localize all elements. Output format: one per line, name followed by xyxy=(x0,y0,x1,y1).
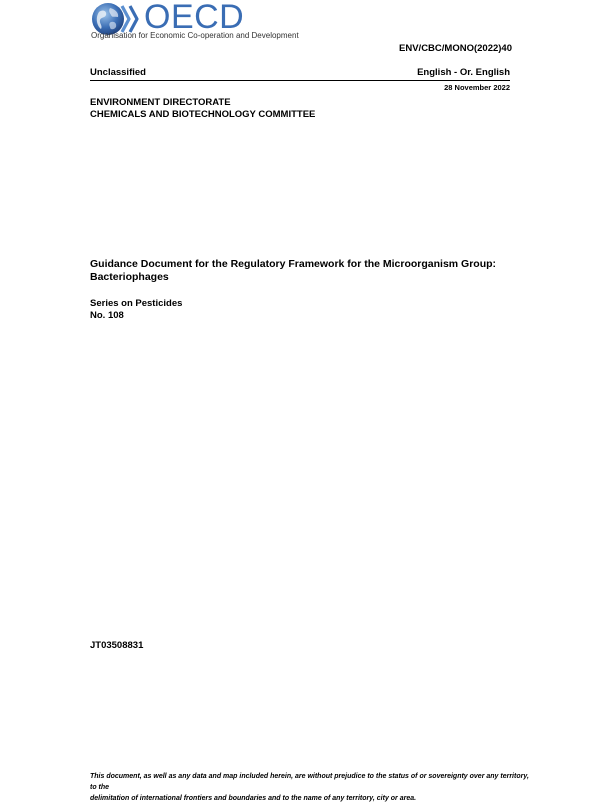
directorate-block xyxy=(90,97,315,121)
directorate-name: ENVIRONMENT DIRECTORATE xyxy=(90,97,231,108)
disclaimer xyxy=(90,771,530,804)
series-number: No. 108 xyxy=(90,310,124,321)
document-title-line2: Bacteriophages xyxy=(90,271,169,283)
document-reference: ENV/CBC/MONO(2022)40 xyxy=(399,43,512,54)
classification-label: Unclassified xyxy=(90,67,146,78)
disclaimer-line1: This document, as well as any data and map included herein, are without prejudice to the status of or sovereignty over any territory, to the xyxy=(90,773,529,791)
document-date: 28 November 2022 xyxy=(444,83,510,92)
logo-wordmark: OECD xyxy=(144,0,245,36)
document-title xyxy=(90,258,510,284)
oecd-logo xyxy=(88,0,308,44)
classification-row xyxy=(90,66,510,81)
jt-code: JT03508831 xyxy=(90,640,144,651)
document-title-line1: Guidance Document for the Regulatory Framework for the Microorganism Group: xyxy=(90,258,497,270)
language-label: English - Or. English xyxy=(417,67,510,78)
logo-tagline: Organisation for Economic Co-operation and Development xyxy=(91,31,299,40)
series-name: Series on Pesticides xyxy=(90,298,183,309)
series-block xyxy=(90,298,182,322)
disclaimer-line2: delimitation of international frontiers and boundaries and to the name of any territory, city or area. xyxy=(90,795,417,802)
committee-name: CHEMICALS AND BIOTECHNOLOGY COMMITTEE xyxy=(90,109,316,120)
